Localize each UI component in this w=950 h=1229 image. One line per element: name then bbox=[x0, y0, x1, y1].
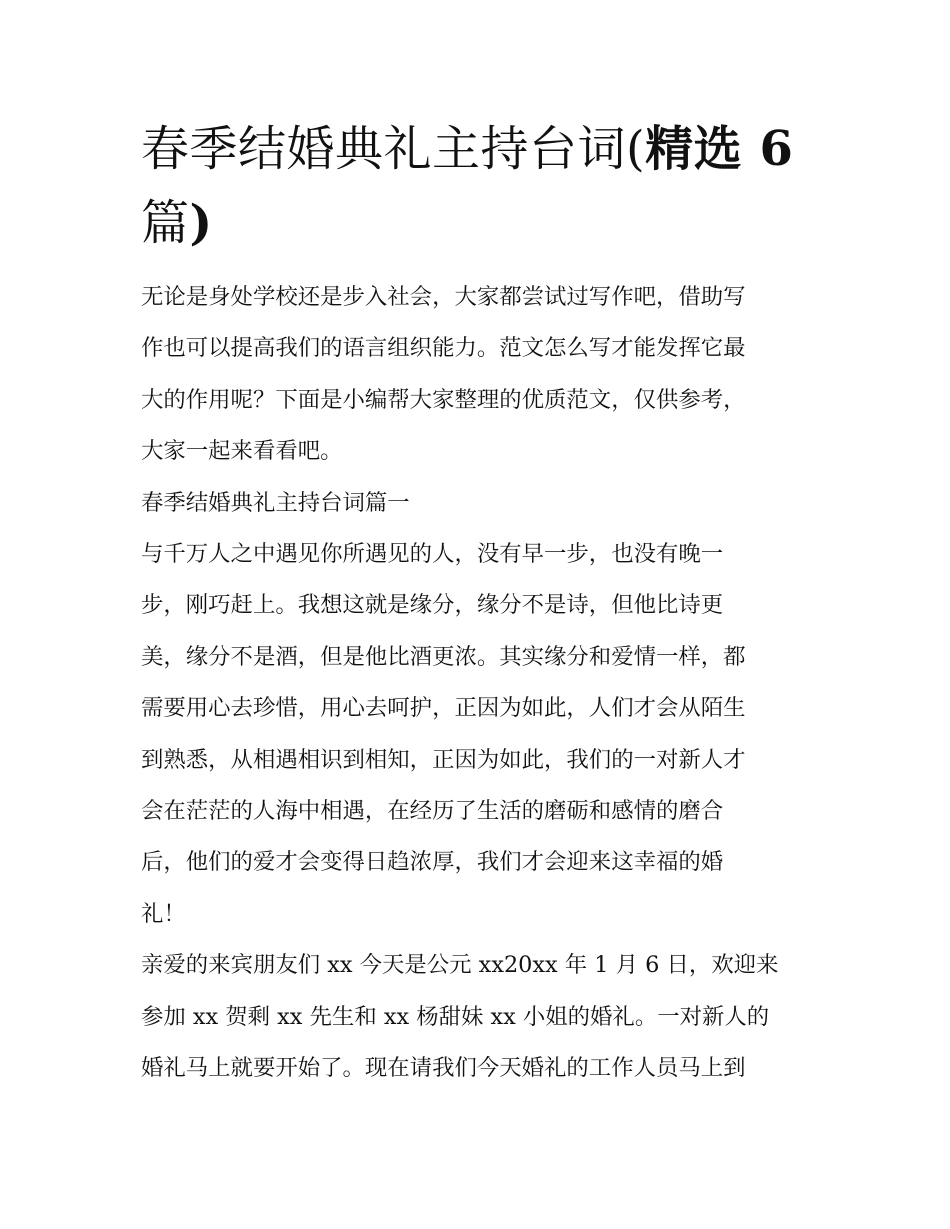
intro-paragraph bbox=[141, 272, 813, 478]
closing-line: 亲爱的来宾朋友们 xx 今天是公元 xx20xx 年 1 月 6 日，欢迎来 bbox=[141, 952, 779, 979]
section-line: 到熟悉，从相遇相识到相知，正因为如此，我们的一对新人才 bbox=[141, 746, 746, 773]
section-line: 需要用心去珍惜，用心去呵护，正因为如此，人们才会从陌生 bbox=[141, 695, 746, 722]
title-text-line2: 篇 bbox=[141, 195, 190, 251]
section-line: 会在茫茫的人海中相遇，在经历了生活的磨砺和感情的磨合 bbox=[141, 798, 724, 825]
closing-line: 婚礼马上就要开始了。现在请我们今天婚礼的工作人员马上到 bbox=[141, 1055, 746, 1082]
intro-line: 大家一起来看看吧。 bbox=[141, 438, 343, 465]
intro-line: 作也可以提高我们的语言组织能力。范文怎么写才能发挥它最 bbox=[141, 335, 746, 362]
section-paragraph bbox=[141, 529, 813, 940]
document-content bbox=[141, 112, 813, 1095]
section-line: 后，他们的爱才会变得日趋浓厚，我们才会迎来这幸福的婚 bbox=[141, 849, 724, 876]
section-heading: 春季结婚典礼主持台词篇一 bbox=[141, 489, 410, 516]
section-line: 礼！ bbox=[141, 900, 186, 927]
intro-line: 大的作用呢？下面是小编帮大家整理的优质范文，仅供参考， bbox=[141, 386, 746, 413]
intro-line: 无论是身处学校还是步入社会，大家都尝试过写作吧，借助写 bbox=[141, 284, 746, 310]
title-text-bold: 精选 6 bbox=[645, 121, 794, 177]
closing-paragraph bbox=[141, 940, 813, 1094]
closing-line: 参加 xx 贺剩 xx 先生和 xx 杨甜妹 xx 小姐的婚礼。一对新人的 bbox=[141, 1003, 770, 1030]
section-line: 步，刚巧赶上。我想这就是缘分，缘分不是诗，但他比诗更 bbox=[141, 592, 724, 619]
section-line: 美，缘分不是酒，但是他比酒更浓。其实缘分和爱情一样，都 bbox=[141, 643, 746, 670]
title-text: 春季结婚典礼主持台词( bbox=[141, 121, 646, 177]
title-text-line2-bold: ) bbox=[189, 195, 213, 251]
document-title bbox=[141, 112, 813, 260]
section-line: 与千万人之中遇见你所遇见的人，没有早一步，也没有晚一 bbox=[141, 541, 724, 568]
